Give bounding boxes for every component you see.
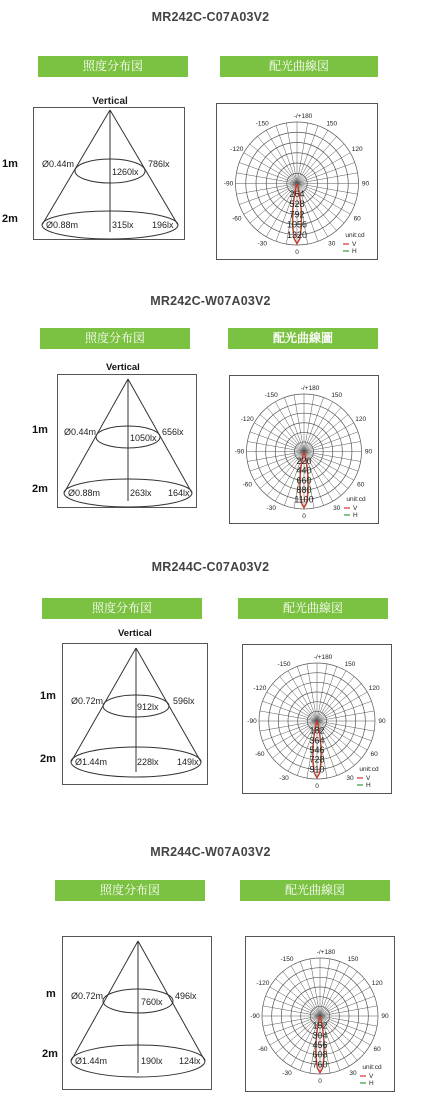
radial-value: 660 <box>296 475 312 486</box>
legend-v-label: V <box>369 1073 374 1080</box>
height-label-2m: 2m <box>32 483 48 495</box>
angle-label-neg30: -30 <box>279 775 289 783</box>
diameter-2m: Ø0.88m <box>68 488 101 498</box>
center-lux-1m: 1260lx <box>112 167 139 177</box>
legend-v-label: V <box>352 241 357 248</box>
angle-label-neg90: -90 <box>223 180 234 188</box>
vertical-label: Vertical <box>92 96 128 107</box>
angle-label-neg90: -90 <box>250 1013 260 1020</box>
angle-label-30: 30 <box>346 775 354 783</box>
angle-label-neg30: -30 <box>266 505 276 513</box>
angle-label-0: 0 <box>315 783 319 790</box>
illuminance-tab: 照度分布図 <box>40 328 190 349</box>
angle-label-neg120: -120 <box>240 415 254 423</box>
height-label-1m: 1m <box>2 158 18 170</box>
model-title: MR242C-W07A03V2 <box>150 294 271 308</box>
polar-tab: 配光曲線図 <box>220 56 378 77</box>
radial-value: 528 <box>289 199 305 209</box>
angle-label-neg120: -120 <box>256 980 270 987</box>
radial-value: 440 <box>296 465 312 476</box>
radial-value: 264 <box>289 188 305 199</box>
angle-label-150: 150 <box>347 955 359 963</box>
unit-label: unit:cd <box>359 766 379 773</box>
center-lux-2m: 190lx <box>141 1056 163 1066</box>
unit-label: unit:cd <box>346 496 366 503</box>
angle-label-neg30: -30 <box>257 240 267 248</box>
radial-value: 546 <box>309 745 325 755</box>
legend-h-label: H <box>369 1080 374 1087</box>
angle-label-30: 30 <box>333 505 341 513</box>
radial-value: 608 <box>312 1049 328 1060</box>
radial-value: 792 <box>289 209 305 220</box>
angle-label-180: -/+180 <box>313 654 333 661</box>
edge-lux-2m: 124lx <box>179 1056 201 1066</box>
angle-label-0: 0 <box>302 513 306 520</box>
angle-label-30: 30 <box>349 1070 357 1078</box>
vertical-label: Vertical <box>106 362 140 373</box>
legend-v-label: V <box>353 505 358 512</box>
angle-label-neg150: -150 <box>255 120 269 128</box>
angle-label-60: 60 <box>353 215 361 223</box>
edge-lux-1m: 496lx <box>175 991 197 1001</box>
angle-label-neg60: -60 <box>258 1046 268 1053</box>
center-lux-2m: 315lx <box>112 220 134 230</box>
angle-label-180: -/+180 <box>300 385 320 392</box>
height-label-2m: 2m <box>2 213 18 225</box>
radial-value: 760 <box>312 1059 328 1070</box>
angle-label-neg90: -90 <box>247 718 257 725</box>
diameter-1m: Ø0.44m <box>42 159 75 169</box>
unit-label: unit:cd <box>345 232 365 239</box>
edge-lux-1m: 786lx <box>148 159 170 169</box>
edge-lux-2m: 149lx <box>177 757 199 767</box>
model-title: MR244C-C07A03V2 <box>151 560 270 574</box>
angle-label-neg150: -150 <box>277 660 291 668</box>
diameter-1m: Ø0.72m <box>71 991 104 1001</box>
height-label-1m: 1m <box>40 690 56 702</box>
angle-label-90: 90 <box>361 180 370 188</box>
angle-label-neg60: -60 <box>232 215 242 223</box>
angle-label-90: 90 <box>378 718 386 725</box>
center-lux-1m: 1050lx <box>130 433 157 443</box>
edge-lux-1m: 596lx <box>173 696 195 706</box>
angle-label-neg150: -150 <box>264 391 278 399</box>
angle-label-90: 90 <box>364 448 373 456</box>
center-lux-2m: 228lx <box>137 757 159 767</box>
diameter-2m: Ø1.44m <box>75 1056 108 1066</box>
polar-tab: 配光曲線図 <box>240 880 390 901</box>
polar-panel <box>245 936 395 1092</box>
edge-lux-2m: 164lx <box>168 488 190 498</box>
radial-value: 304 <box>312 1030 328 1041</box>
angle-label-neg30: -30 <box>282 1070 292 1078</box>
angle-label-neg120: -120 <box>253 685 267 692</box>
radial-value: 182 <box>309 725 325 736</box>
edge-lux-2m: 196lx <box>152 220 174 230</box>
center-lux-2m: 263lx <box>130 488 152 498</box>
center-lux-1m: 760lx <box>141 997 163 1007</box>
diameter-1m: Ø0.44m <box>64 427 97 437</box>
angle-label-120: 120 <box>355 415 367 423</box>
legend-h-label: H <box>352 248 357 255</box>
radial-value: 152 <box>312 1020 328 1031</box>
angle-label-60: 60 <box>373 1046 381 1053</box>
diameter-1m: Ø0.72m <box>71 696 104 706</box>
angle-label-neg60: -60 <box>255 751 265 758</box>
angle-label-0: 0 <box>295 249 299 256</box>
illuminance-tab: 照度分布図 <box>38 56 188 77</box>
angle-label-150: 150 <box>326 120 338 128</box>
height-label-2m: 2m <box>42 1048 58 1060</box>
radial-value: 220 <box>296 456 312 467</box>
angle-label-neg90: -90 <box>234 448 245 456</box>
angle-label-120: 120 <box>371 980 383 987</box>
radial-value: 910 <box>309 764 325 775</box>
diameter-2m: Ø0.88m <box>46 220 79 230</box>
angle-label-neg150: -150 <box>280 955 294 963</box>
angle-label-60: 60 <box>370 751 378 758</box>
angle-label-150: 150 <box>344 660 356 668</box>
model-title: MR244C-W07A03V2 <box>150 845 271 859</box>
angle-label-180: -/+180 <box>293 113 313 120</box>
angle-label-120: 120 <box>351 145 363 153</box>
illuminance-tab: 照度分布図 <box>55 880 205 901</box>
illuminance-diagram <box>63 937 213 1091</box>
height-label-2m: 2m <box>40 753 56 765</box>
radial-value: 1100 <box>294 494 314 505</box>
vertical-label: Vertical <box>118 628 152 639</box>
illuminance-panel <box>62 936 212 1090</box>
legend-h-label: H <box>366 782 371 789</box>
angle-label-180: -/+180 <box>316 949 336 956</box>
polar-tab: 配光曲線圖 <box>228 328 378 349</box>
height-label-1m: 1m <box>32 424 48 436</box>
model-title: MR242C-C07A03V2 <box>151 10 270 24</box>
radial-value: 1320 <box>286 229 308 240</box>
angle-label-0: 0 <box>318 1078 322 1085</box>
radial-value: 880 <box>296 484 312 495</box>
angle-label-neg60: -60 <box>242 481 252 489</box>
angle-label-neg120: -120 <box>230 145 244 153</box>
height-label-1m: m <box>46 988 56 1000</box>
diameter-2m: Ø1.44m <box>75 757 108 767</box>
center-lux-1m: 912lx <box>137 702 159 712</box>
radial-value: 456 <box>312 1040 328 1050</box>
angle-label-30: 30 <box>328 240 336 248</box>
radial-value: 728 <box>309 754 325 765</box>
legend-h-label: H <box>353 512 358 519</box>
unit-label: unit:cd <box>362 1064 382 1071</box>
radial-value: 1056 <box>286 219 308 230</box>
angle-label-120: 120 <box>368 685 380 692</box>
angle-label-60: 60 <box>357 481 365 489</box>
illuminance-tab: 照度分布図 <box>42 598 202 619</box>
angle-label-150: 150 <box>331 391 343 399</box>
radial-value: 364 <box>309 735 325 746</box>
angle-label-90: 90 <box>381 1013 389 1020</box>
polar-tab: 配光曲線図 <box>238 598 388 619</box>
polar-diagram <box>246 937 394 1091</box>
edge-lux-1m: 656lx <box>162 427 184 437</box>
legend-v-label: V <box>366 775 371 782</box>
